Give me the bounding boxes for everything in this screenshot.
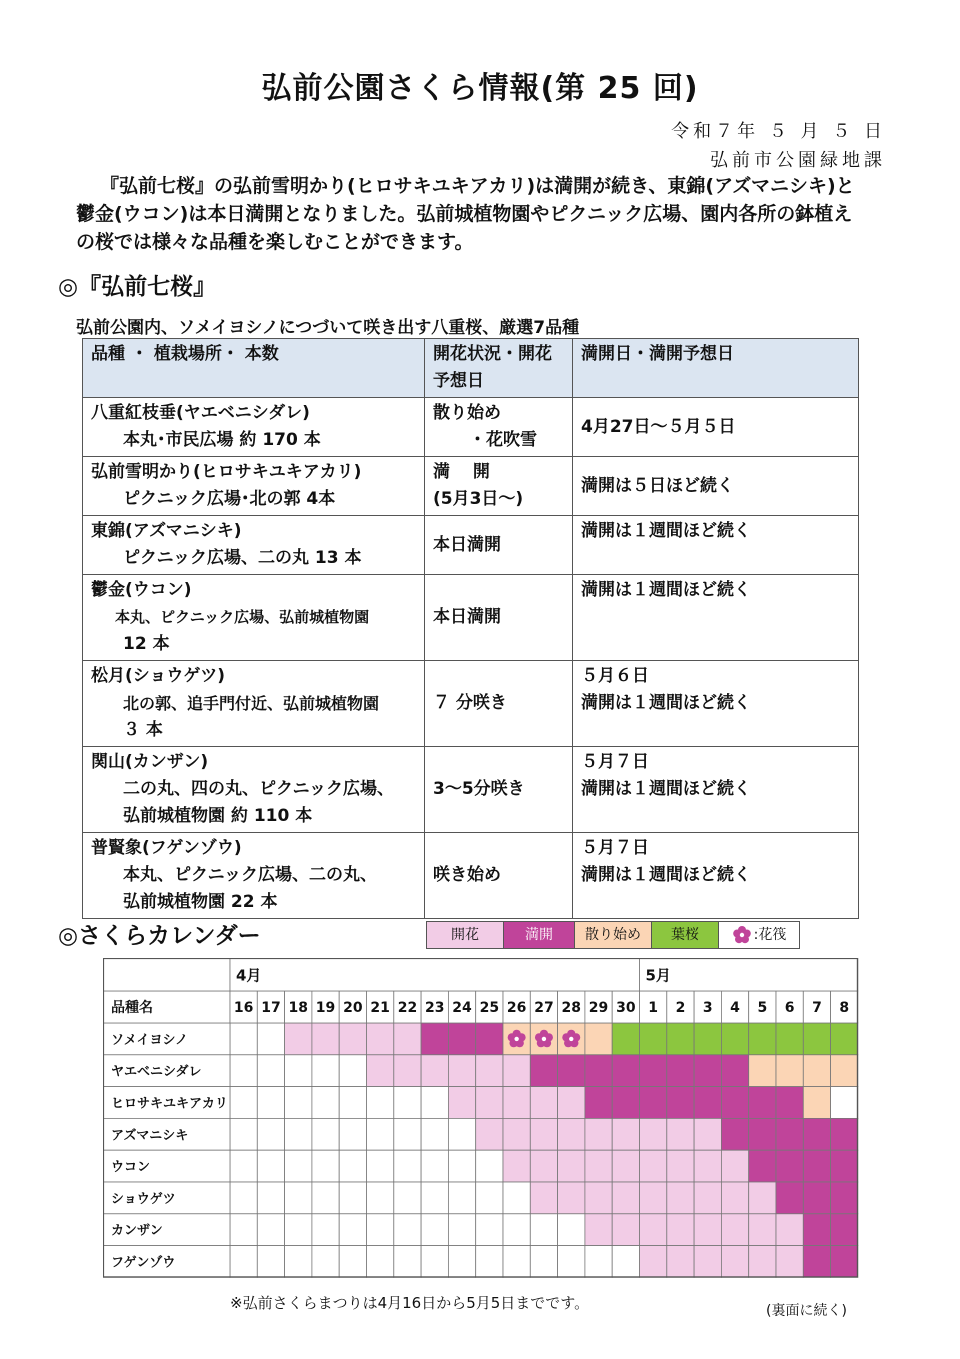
table-row — [83, 516, 859, 575]
calendar-cell — [721, 1246, 748, 1278]
status-text: ７ 分咲き — [433, 693, 507, 713]
calendar-cell — [749, 1055, 776, 1087]
calendar-cell — [476, 1214, 503, 1246]
calendar-cell — [749, 1118, 776, 1150]
variety-place: 本丸、ピクニック広場、二の丸、 — [123, 865, 377, 885]
month-label-april: 4月 — [236, 966, 262, 985]
calendar-cell — [448, 1214, 475, 1246]
calendar-cell — [831, 1023, 858, 1055]
calendar-cell — [640, 1118, 667, 1150]
calendar-cell — [257, 1150, 284, 1182]
calendar-cell — [367, 1150, 394, 1182]
calendar-cell — [394, 1150, 421, 1182]
calendar-cell — [558, 1087, 585, 1119]
calendar-cell — [257, 1118, 284, 1150]
calendar-cell — [285, 1182, 312, 1214]
calendar-cell — [476, 1182, 503, 1214]
calendar-cell — [585, 1118, 612, 1150]
calendar-cell — [640, 1023, 667, 1055]
calendar-cell — [803, 1150, 830, 1182]
variety-row-name: ヤエベニシダレ — [111, 1064, 202, 1080]
name-header: 品種名 — [111, 1000, 153, 1016]
day-label: 20 — [343, 1000, 363, 1016]
variety-place: 二の丸、四の丸、ピクニック広場、 — [123, 779, 394, 799]
calendar-cell — [667, 1246, 694, 1278]
variety-row-name: フゲンゾウ — [111, 1255, 176, 1271]
calendar-cell — [339, 1246, 366, 1278]
variety-place: 弘前城植物園 22 本 — [123, 892, 278, 912]
calendar-cell — [394, 1246, 421, 1278]
continued-note: (裏面に続く) — [766, 1303, 847, 1319]
intro-text — [76, 172, 896, 256]
calendar-cell — [803, 1118, 830, 1150]
calendar-cell — [312, 1118, 339, 1150]
calendar-cell — [667, 1182, 694, 1214]
calendar-cell — [776, 1246, 803, 1278]
calendar-cell — [558, 1246, 585, 1278]
sakura-calendar — [103, 958, 859, 1286]
calendar-cell — [230, 1214, 257, 1246]
legend-falling: 散り始め — [575, 922, 652, 948]
calendar-cell — [749, 1087, 776, 1119]
calendar-cell — [257, 1055, 284, 1087]
calendar-cell — [721, 1087, 748, 1119]
page-title: 弘前公園さくら情報(第 25 回) — [261, 71, 699, 106]
calendar-cell — [667, 1055, 694, 1087]
calendar-cell — [257, 1246, 284, 1278]
calendar-cell — [667, 1214, 694, 1246]
calendar-cell — [721, 1182, 748, 1214]
calendar-cell — [558, 1150, 585, 1182]
calendar-cell — [503, 1150, 530, 1182]
variety-count: ３ 本 — [123, 720, 163, 740]
variety-name: 松月(ショウゲツ) — [91, 666, 226, 686]
variety-name: 東錦(アズマニシキ) — [91, 521, 242, 541]
day-label: 24 — [452, 1000, 472, 1016]
calendar-cell — [640, 1246, 667, 1278]
calendar-cell — [285, 1214, 312, 1246]
day-label: 17 — [261, 1000, 281, 1016]
day-label: 29 — [588, 1000, 609, 1016]
calendar-cell — [612, 1023, 639, 1055]
calendar-cell — [339, 1023, 366, 1055]
calendar-cell — [312, 1055, 339, 1087]
variety-row-name: ウコン — [111, 1160, 151, 1176]
calendar-cell — [339, 1182, 366, 1214]
month-label-may: 5月 — [645, 966, 671, 985]
header-status: 開花状況・開花予想日 — [425, 339, 573, 398]
calendar-cell — [421, 1150, 448, 1182]
calendar-cell — [612, 1182, 639, 1214]
calendar-cell — [776, 1023, 803, 1055]
legend-raft — [719, 922, 799, 948]
day-label: 18 — [288, 1000, 308, 1016]
table-row — [83, 661, 859, 747]
calendar-cell — [421, 1118, 448, 1150]
table-row — [83, 457, 859, 516]
calendar-cell — [339, 1087, 366, 1119]
calendar-cell — [803, 1214, 830, 1246]
status-text: ・花吹雪 — [469, 430, 537, 450]
calendar-cell — [476, 1150, 503, 1182]
full-bloom-text: 4月27日～５月５日 — [581, 416, 736, 437]
intro-line: 『弘前七桜』の弘前雪明かり(ヒロサキユキアカリ)は満開が続き、東錦(アズマニシキ)と — [100, 175, 855, 197]
intro-line: の桜では様々な品種を楽しむことができます。 — [76, 231, 474, 253]
variety-name: 八重紅枝垂(ヤエベニシダレ) — [91, 403, 310, 423]
calendar-cell — [831, 1214, 858, 1246]
day-label: 7 — [812, 1000, 822, 1016]
day-label: 4 — [730, 1000, 740, 1016]
day-label: 21 — [370, 1000, 390, 1016]
calendar-cell — [476, 1246, 503, 1278]
calendar-cell — [394, 1055, 421, 1087]
calendar-legend — [426, 921, 800, 949]
calendar-cell — [831, 1150, 858, 1182]
variety-name: 普賢象(フゲンゾウ) — [91, 838, 242, 858]
calendar-cell — [285, 1118, 312, 1150]
calendar-cell — [312, 1023, 339, 1055]
calendar-cell — [640, 1150, 667, 1182]
day-label: 5 — [757, 1000, 768, 1016]
calendar-cell — [421, 1246, 448, 1278]
header-variety: 品種 ・ 植栽場所・ 本数 — [83, 339, 425, 398]
full-bloom-text: 満開は１週間ほど続く — [581, 779, 751, 799]
calendar-cell — [394, 1087, 421, 1119]
calendar-cell — [230, 1023, 257, 1055]
department: 弘前市公園緑地課 — [710, 150, 886, 171]
calendar-cell — [530, 1150, 557, 1182]
month-cell-april — [230, 958, 640, 991]
calendar-cell — [530, 1118, 557, 1150]
calendar-cell — [394, 1182, 421, 1214]
calendar-cell — [367, 1246, 394, 1278]
intro-line: 鬱金(ウコン)は本日満開となりました。弘前城植物園やピクニック広場、園内各所の鉢植え — [76, 203, 853, 225]
variety-place: 本丸･市民広場 約 170 本 — [123, 430, 321, 450]
calendar-cell — [285, 1150, 312, 1182]
calendar-cell — [421, 1214, 448, 1246]
calendar-cell — [585, 1246, 612, 1278]
calendar-cell — [257, 1214, 284, 1246]
calendar-cell — [694, 1055, 721, 1087]
variety-row-name: カンザン — [111, 1223, 163, 1239]
calendar-cell — [612, 1214, 639, 1246]
table-caption: 弘前公園内、ソメイヨシノにつづいて咲き出す八重桜、厳選7品種 — [76, 318, 580, 338]
calendar-cell — [367, 1087, 394, 1119]
calendar-cell — [776, 1055, 803, 1087]
calendar-cell — [448, 1182, 475, 1214]
calendar-cell — [585, 1150, 612, 1182]
calendar-cell — [476, 1055, 503, 1087]
section-heading-seven: ◎『弘前七桜』 — [58, 274, 217, 300]
calendar-cell — [612, 1150, 639, 1182]
festival-note: ※弘前さくらまつりは4月16日から5月5日までです。 — [230, 1294, 590, 1312]
calendar-cell — [285, 1023, 312, 1055]
calendar-cell — [421, 1182, 448, 1214]
calendar-cell — [530, 1087, 557, 1119]
calendar-cell — [612, 1087, 639, 1119]
calendar-cell — [257, 1087, 284, 1119]
day-label: 16 — [233, 1000, 254, 1016]
legend-full-bloom: 満開 — [504, 922, 575, 948]
month-cell-may — [640, 958, 858, 991]
legend-bloom: 開花 — [427, 922, 504, 948]
legend-leaf: 葉桜 — [652, 922, 719, 948]
calendar-cell — [667, 1118, 694, 1150]
calendar-cell — [367, 1182, 394, 1214]
calendar-cell — [367, 1118, 394, 1150]
calendar-cell — [803, 1087, 830, 1119]
status-text: 満 開 — [433, 462, 490, 482]
calendar-cell — [749, 1023, 776, 1055]
calendar-cell — [694, 1246, 721, 1278]
status-text: 本日満開 — [433, 607, 501, 627]
calendar-cell — [339, 1150, 366, 1182]
status-text: (5月3日～) — [433, 489, 524, 509]
calendar-cell — [776, 1214, 803, 1246]
day-label: 27 — [534, 1000, 554, 1016]
calendar-cell — [530, 1246, 557, 1278]
calendar-cell — [694, 1214, 721, 1246]
calendar-cell — [585, 1214, 612, 1246]
calendar-cell — [803, 1182, 830, 1214]
calendar-cell — [831, 1087, 858, 1119]
calendar-cell — [803, 1055, 830, 1087]
calendar-cell — [585, 1055, 612, 1087]
calendar-cell — [367, 1023, 394, 1055]
day-label: 26 — [506, 1000, 527, 1016]
calendar-cell — [612, 1246, 639, 1278]
day-label: 22 — [397, 1000, 418, 1016]
variety-place: 北の郭、追手門付近、弘前城植物園 — [123, 694, 380, 713]
calendar-cell — [749, 1214, 776, 1246]
calendar-cell — [476, 1118, 503, 1150]
calendar-cell — [257, 1182, 284, 1214]
calendar-cell — [339, 1118, 366, 1150]
calendar-cell — [530, 1182, 557, 1214]
calendar-cell — [312, 1150, 339, 1182]
variety-row-name: ソメイヨシノ — [111, 1032, 188, 1048]
variety-name: 鬱金(ウコン) — [91, 580, 192, 600]
calendar-cell — [667, 1023, 694, 1055]
calendar-cell — [503, 1246, 530, 1278]
calendar-cell — [312, 1087, 339, 1119]
calendar-cell — [694, 1118, 721, 1150]
calendar-cell — [448, 1055, 475, 1087]
calendar-cell — [394, 1118, 421, 1150]
variety-place: 本丸、ピクニック広場、弘前城植物園 — [115, 608, 370, 626]
calendar-cell — [640, 1087, 667, 1119]
calendar-cell — [230, 1246, 257, 1278]
calendar-cell — [367, 1214, 394, 1246]
calendar-cell — [776, 1150, 803, 1182]
calendar-cell — [612, 1055, 639, 1087]
calendar-cell — [640, 1182, 667, 1214]
calendar-cell — [394, 1214, 421, 1246]
calendar-cell — [257, 1023, 284, 1055]
calendar-cell — [776, 1087, 803, 1119]
calendar-cell — [285, 1246, 312, 1278]
full-bloom-text: 満開は１週間ほど続く — [581, 580, 751, 600]
calendar-cell — [776, 1182, 803, 1214]
calendar-cell — [585, 1182, 612, 1214]
calendar-cell — [230, 1182, 257, 1214]
full-bloom-text: 満開は５日ほど続く — [581, 475, 734, 496]
calendar-cell — [612, 1118, 639, 1150]
status-text: 本日満開 — [433, 534, 501, 555]
month-corner-cell — [103, 958, 230, 991]
calendar-cell — [585, 1087, 612, 1119]
calendar-cell — [230, 1087, 257, 1119]
day-label: 28 — [561, 1000, 581, 1016]
calendar-cell — [721, 1055, 748, 1087]
calendar-cell — [667, 1087, 694, 1119]
table-row — [83, 575, 859, 661]
day-label: 30 — [616, 1000, 636, 1016]
calendar-cell — [230, 1118, 257, 1150]
calendar-cell — [721, 1023, 748, 1055]
flower-icon — [732, 925, 752, 945]
day-label: 25 — [479, 1000, 500, 1016]
calendar-cell — [312, 1182, 339, 1214]
calendar-cell — [721, 1214, 748, 1246]
status-text: 3～5分咲き — [433, 779, 525, 799]
calendar-cell — [558, 1055, 585, 1087]
calendar-cell — [667, 1150, 694, 1182]
calendar-cell — [476, 1087, 503, 1119]
status-text: 咲き始め — [433, 865, 501, 885]
legend-raft-label: :花筏 — [753, 927, 787, 943]
calendar-cell — [448, 1150, 475, 1182]
calendar-cell — [394, 1023, 421, 1055]
calendar-cell — [285, 1055, 312, 1087]
calendar-cell — [640, 1055, 667, 1087]
calendar-cell — [721, 1118, 748, 1150]
calendar-cell — [448, 1118, 475, 1150]
calendar-cell — [421, 1055, 448, 1087]
variety-place: ピクニック広場･北の郭 4本 — [123, 489, 336, 509]
calendar-cell — [339, 1214, 366, 1246]
full-bloom-text: 満開は１週間ほど続く — [581, 521, 751, 541]
calendar-cell — [476, 1023, 503, 1055]
variety-place: ピクニック広場、二の丸 13 本 — [123, 548, 362, 568]
calendar-cell — [721, 1150, 748, 1182]
calendar-cell — [640, 1214, 667, 1246]
calendar-cell — [831, 1182, 858, 1214]
calendar-cell — [803, 1246, 830, 1278]
calendar-cell — [367, 1055, 394, 1087]
day-label: 19 — [315, 1000, 336, 1016]
variety-name: 関山(カンザン) — [91, 752, 209, 772]
calendar-cell — [285, 1087, 312, 1119]
calendar-cell — [503, 1182, 530, 1214]
calendar-cell — [694, 1023, 721, 1055]
day-label: 23 — [425, 1000, 445, 1016]
calendar-cell — [585, 1023, 612, 1055]
calendar-cell — [558, 1182, 585, 1214]
calendar-cell — [776, 1118, 803, 1150]
variety-row-name: アズマニシキ — [111, 1128, 189, 1144]
table-row — [83, 398, 859, 457]
variety-row-name: ヒロサキユキアカリ — [111, 1096, 228, 1112]
calendar-cell — [503, 1118, 530, 1150]
calendar-cell — [749, 1150, 776, 1182]
calendar-cell — [558, 1118, 585, 1150]
calendar-cell — [749, 1182, 776, 1214]
day-label: 8 — [839, 1000, 850, 1016]
table-row — [83, 747, 859, 833]
calendar-cell — [831, 1118, 858, 1150]
calendar-cell — [530, 1055, 557, 1087]
day-label: 3 — [702, 1000, 713, 1016]
day-label: 2 — [675, 1000, 686, 1016]
day-label: 6 — [784, 1000, 795, 1016]
full-bloom-text: 満開は１週間ほど続く — [581, 693, 751, 713]
calendar-cell — [694, 1182, 721, 1214]
calendar-cell — [230, 1150, 257, 1182]
issue-date: 令和７年 ５ 月 ５ 日 — [671, 121, 886, 142]
full-bloom-text: ５月６日 — [581, 666, 649, 686]
calendar-cell — [831, 1246, 858, 1278]
calendar-cell — [831, 1055, 858, 1087]
cherry-variety-table — [82, 338, 859, 919]
calendar-cell — [530, 1214, 557, 1246]
calendar-cell — [503, 1214, 530, 1246]
header-full-bloom: 満開日・満開予想日 — [573, 339, 859, 398]
calendar-grid — [103, 958, 859, 1282]
variety-place: 弘前城植物園 約 110 本 — [123, 806, 313, 826]
calendar-cell — [312, 1246, 339, 1278]
calendar-cell — [448, 1023, 475, 1055]
calendar-cell — [448, 1087, 475, 1119]
calendar-cell — [421, 1023, 448, 1055]
calendar-cell — [503, 1087, 530, 1119]
calendar-cell — [694, 1087, 721, 1119]
calendar-cell — [312, 1214, 339, 1246]
calendar-cell — [448, 1246, 475, 1278]
table-row — [83, 833, 859, 919]
calendar-cell — [803, 1023, 830, 1055]
variety-name: 弘前雪明かり(ヒロサキユキアカリ) — [91, 462, 362, 482]
calendar-cell — [339, 1055, 366, 1087]
calendar-cell — [558, 1214, 585, 1246]
variety-count: 12 本 — [123, 634, 170, 654]
section-heading-calendar: ◎さくらカレンダー — [58, 923, 261, 949]
calendar-cell — [694, 1150, 721, 1182]
calendar-cell — [421, 1087, 448, 1119]
status-text: 散り始め — [433, 403, 501, 423]
calendar-cell — [230, 1055, 257, 1087]
full-bloom-text: 満開は１週間ほど続く — [581, 865, 751, 885]
calendar-cell — [749, 1246, 776, 1278]
calendar-cell — [503, 1055, 530, 1087]
day-label: 1 — [648, 1000, 659, 1016]
full-bloom-text: ５月７日 — [581, 752, 649, 772]
variety-row-name: ショウゲツ — [111, 1191, 176, 1207]
full-bloom-text: ５月７日 — [581, 838, 649, 858]
